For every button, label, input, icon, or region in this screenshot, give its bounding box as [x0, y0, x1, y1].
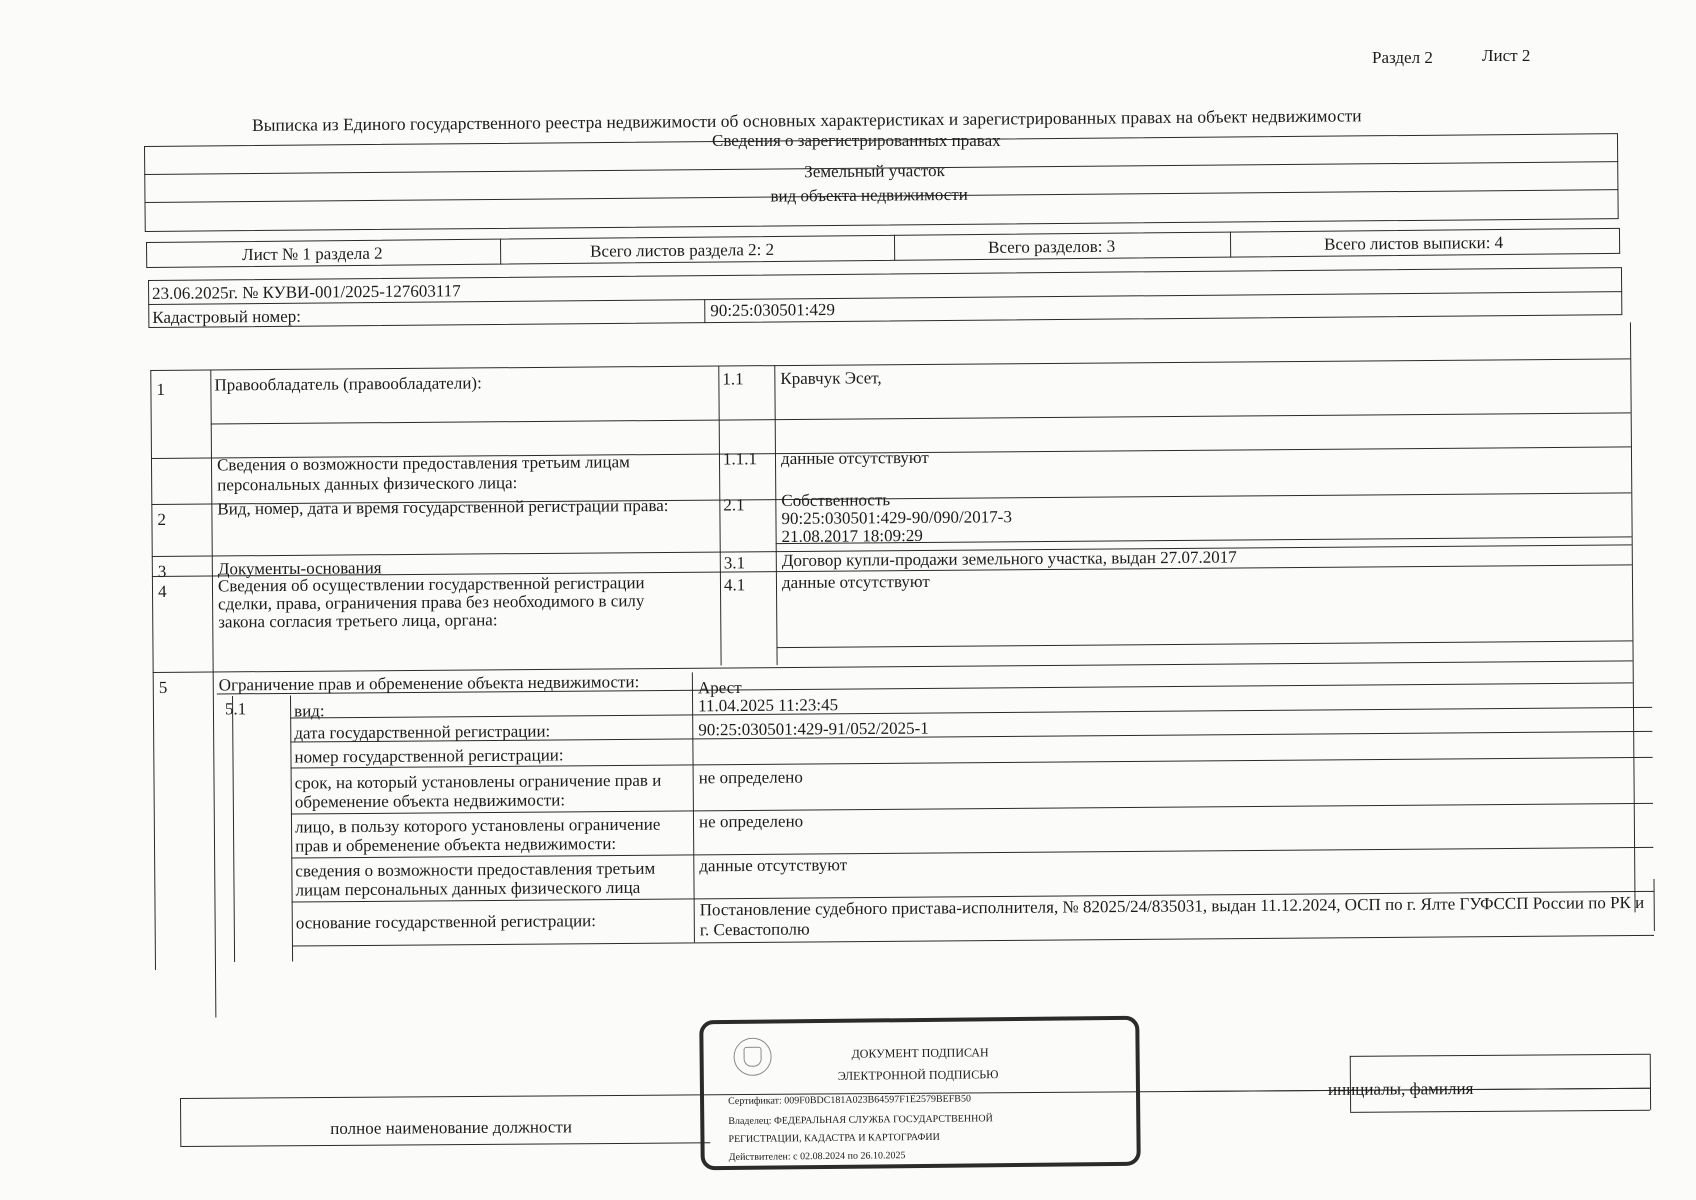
consent-label: Сведения об осуществлении государственной регистрации сделки, права, ограничения права без необходимого в силу закона согласия третьего лица, органа:: [217, 573, 645, 632]
encumbrance-personal-data-label: сведения о возможности предоставления третьим лицам персональных данных физического лица: [295, 858, 656, 900]
encumbrance-basis-label: основание государственной регистрации:: [295, 911, 597, 933]
stamp-owner-line1: Владелец: ФЕДЕРАЛЬНАЯ СЛУЖБА ГОСУДАРСТВЕННОЙ: [728, 1113, 993, 1128]
holder-label: Правообладатель (правообладатели):: [214, 373, 482, 395]
stamp-title-line1: ДОКУМЕНТ ПОДПИСАН: [851, 1045, 989, 1061]
document-reference: 23.06.2025г. № КУВИ-001/2025-127603117: [152, 281, 461, 303]
documents-subnumber: 3.1: [723, 553, 746, 573]
documents-label: Документы-основания: [217, 558, 382, 579]
section-label: Раздел 2: [1372, 48, 1433, 67]
registration-subnumber: 2.1: [723, 495, 745, 515]
cadastral-number: 90:25:030501:429: [710, 300, 836, 321]
row-number-1: 1: [156, 379, 166, 399]
personal-data-label: Сведения о возможности предоставления третьим лицам персональных данных физического лица:: [216, 452, 630, 495]
document-subtitle: Сведения о зарегистрированных правах: [712, 131, 1001, 150]
object-type-frame: [144, 133, 1619, 232]
total-sections: Всего разделов: 3: [987, 236, 1116, 257]
encumbrance-kind-label: вид:: [294, 701, 325, 721]
object-type-value: Земельный участок: [804, 161, 945, 182]
documents-value: Договор купли-продажи земельного участка, выдан 27.07.2017: [781, 547, 1237, 571]
encumbrance-date-label: дата государственной регистрации:: [294, 721, 551, 743]
object-type-label: вид объекта недвижимости: [770, 184, 968, 206]
encumbrance-term-label: срок, на который установлены ограничение прав и обременение объекта недвижимости:: [294, 770, 662, 812]
registration-label: Вид, номер, дата и время государственной регистрации права:: [217, 495, 669, 519]
document-title: Выписка из Единого государственного реестра недвижимости об основных характеристиках и зарегистрированных правах на объект недвижимости: [251, 105, 1362, 135]
row-number-2: 2: [157, 509, 167, 529]
total-sheets: Всего листов выписки: 4: [1323, 232, 1504, 254]
encumbrance-term-value: не определено: [698, 767, 803, 788]
encumbrance-personal-data-value: данные отсутствуют: [699, 855, 848, 876]
encumbrance-basis-value: Постановление судебного пристава-исполнителя, № 82025/24/835031, выдан 11.12.2024, ОСП по г. Ялте ГУФССП России по РК и г. Севастополю: [699, 892, 1645, 940]
encumbrance-beneficiary-label: лицо, в пользу которого установлены ограничение прав и обременение объекта недвижимости:: [294, 814, 661, 856]
stamp-title-line2: ЭЛЕКТРОННОЙ ПОДПИСЬЮ: [837, 1067, 999, 1083]
row-number-4: 4: [157, 581, 167, 601]
electronic-signature-stamp: [699, 1016, 1141, 1171]
encumbrance-subnumber: 5.1: [224, 699, 247, 719]
name-label: инициалы, фамилия: [1327, 1078, 1474, 1099]
encumbrance-date-value: 11.04.2025 11:23:45: [698, 695, 839, 716]
holder-name: Кравчук Эсет,: [780, 368, 882, 389]
encumbrance-kind-value: Арест: [697, 677, 742, 698]
right-type: Собственность: [781, 490, 891, 511]
personal-data-value: данные отсутствуют: [780, 447, 929, 469]
encumbrance-label: Ограничение прав и обременение объекта недвижимости:: [218, 672, 640, 695]
total-section-sheets: Всего листов раздела 2: 2: [590, 239, 775, 261]
stamp-validity: Действителен: с 02.08.2024 по 26.10.2025: [728, 1150, 906, 1164]
consent-subnumber: 4.1: [723, 575, 746, 595]
sheet-number: Лист № 1 раздела 2: [242, 243, 383, 265]
consent-value: данные отсутствуют: [781, 571, 930, 593]
row-number-5: 5: [158, 677, 168, 697]
position-label: полное наименование должности: [330, 1117, 572, 1138]
emblem-icon: [733, 1038, 771, 1076]
stamp-certificate: Сертификат: 009F0BDC181A023B64597F1E2579BEFB50: [728, 1093, 972, 1108]
stamp-owner-line2: РЕГИСТРАЦИИ, КАДАСТРА И КАРТОГРАФИИ: [728, 1131, 940, 1146]
reference-block: [148, 267, 1622, 327]
registration-number: 90:25:030501:429-90/090/2017-3: [781, 507, 1012, 529]
encumbrance-number-label: номер государственной регистрации:: [294, 745, 564, 767]
registration-datetime: 21.08.2017 18:09:29: [781, 525, 923, 547]
row-number-3: 3: [157, 561, 167, 581]
encumbrance-number-value: 90:25:030501:429-91/052/2025-1: [698, 718, 929, 740]
sheet-label: Лист 2: [1482, 46, 1531, 65]
cadastral-label: Кадастровый номер:: [152, 306, 302, 327]
holder-subnumber: 1.1: [722, 369, 744, 389]
personal-data-subnumber: 1.1.1: [722, 449, 758, 469]
encumbrance-beneficiary-value: не определено: [698, 811, 804, 832]
